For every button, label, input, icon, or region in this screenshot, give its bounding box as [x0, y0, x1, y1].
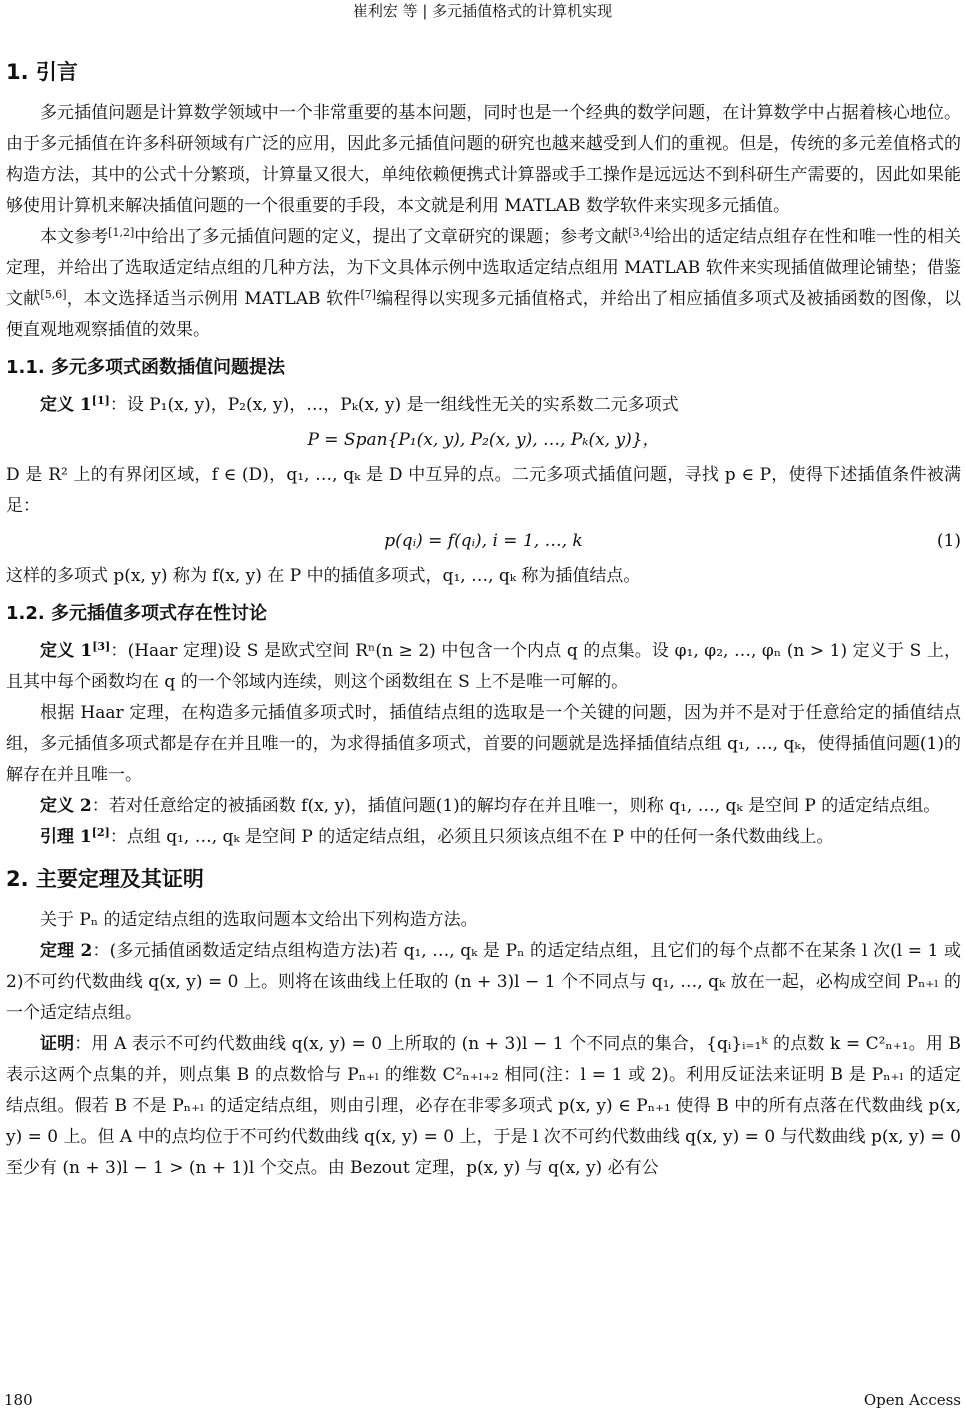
theorem-text: ：(多元插值函数适定结点组构造方法)若 q₁, …, qₖ 是 Pₙ 的适定结点组，且它们的每个点都不在某条 l 次(l = 1 或 2)不可约代数曲线 q(x, y) = 0 上。则将在该曲线上任取的 (n + 3)l − 1 个不同点与 q₁, …, qₖ 放在一起，必构成空间 Pₙ₊ₗ 的一个适定结点组。: [6, 941, 962, 1023]
intro-paragraph-2: [6, 222, 961, 346]
definition-1-continuation: D 是 R² 上的有界闭区域，f ∈ (D)，q₁, …, qₖ 是 D 中互异的点。二元多项式插值问题，寻找 p ∈ P，使得下述插值条件被满足：: [6, 465, 961, 516]
citation[interactable]: [1,2]: [108, 226, 135, 239]
lemma-text: ：点组 q₁, …, qₖ 是空间 P 的适定结点组，必须且只须该点组不在 P 中的任何一条代数曲线上。: [109, 827, 834, 847]
definition-1-conclusion: 这样的多项式 p(x, y) 称为 f(x, y) 在 P 中的插值多项式，q₁, …, qₖ 称为插值结点。: [6, 566, 641, 586]
definition-text: ：设 P₁(x, y)，P₂(x, y)，…，Pₖ(x, y) 是一组线性无关的实系数二元多项式: [109, 395, 679, 415]
formula-span: P = Span{P₁(x, y), P₂(x, y), …, Pₖ(x, y)}，: [307, 430, 660, 450]
definition-1-paragraph: [6, 390, 961, 421]
definition-label: 定义 1: [40, 395, 92, 415]
citation[interactable]: [5,6]: [40, 288, 67, 301]
definition-text: ：(Haar 定理)设 S 是欧式空间 Rⁿ(n ≥ 2) 中包含一个内点 q 的点集。设 φ₁, φ₂, …, φₙ (n > 1) 定义于 S 上，且其中每个函数均在 q 的一个邻域内连续，则这个函数组在 S 上不是唯一可解的。: [6, 641, 961, 692]
haar-discussion-paragraph: 根据 Haar 定理，在构造多元插值多项式时，插值结点组的选取是一个关键的问题，因为并不是对于任意给定的插值结点组，多元插值多项式都是存在并且唯一的，为求得插值多项式，首要的问题就是选择插值结点组 q₁, …, qₖ，使得插值问题(1)的解存在并且唯一。: [6, 703, 961, 785]
definition-text: ：若对任意给定的被插函数 f(x, y)，插值问题(1)的解均存在并且唯一，则称 q₁, …, qₖ 是空间 P 的适定结点组。: [91, 796, 941, 816]
text-run: 本文参考: [40, 227, 109, 247]
running-head: 崔利宏 等 | 多元插值格式的计算机实现: [352, 2, 613, 20]
text-run: ，本文选择适当示例用 MATLAB 软件: [66, 289, 361, 309]
proof-paragraph: [6, 1029, 961, 1184]
citation[interactable]: [3,4]: [628, 226, 655, 239]
section-1-title: 1. 引言: [6, 60, 78, 84]
equation-number: (1): [936, 531, 961, 551]
text-run: 给出的适定结点组存在性和唯一性的相关定理，并给出了选取适定结点组的几种方法，为下文具体示例中选取适定结点组用 MATLAB 软件来实现插值做理论铺垫；借鉴文献: [6, 227, 962, 309]
citation[interactable]: [1]: [91, 394, 110, 407]
formula-1-body: p(qᵢ) = f(qᵢ), i = 1, …, k: [384, 531, 583, 551]
theorem-label: 定理 2: [40, 941, 93, 961]
definition-2-paragraph: [6, 791, 961, 822]
lemma-1-paragraph: [6, 822, 961, 853]
text-run: 编程得以实现多元插值格式，并给出了相应插值多项式及被插函数的图像，以便直观地观察插值的效果。: [6, 289, 961, 340]
citation[interactable]: [3]: [92, 640, 111, 653]
theorem-2-paragraph: [6, 936, 961, 1029]
page-content: [6, 52, 961, 1184]
section-2-title: 2. 主要定理及其证明: [6, 867, 204, 891]
citation[interactable]: [7]: [360, 288, 377, 301]
haar-definition-paragraph: [6, 636, 961, 698]
proof-label: 证明: [40, 1034, 75, 1054]
formula-1: [6, 526, 961, 557]
journal-name: Open Access: [863, 1391, 961, 1409]
citation[interactable]: [2]: [91, 826, 110, 839]
section-2-intro: 关于 Pₙ 的适定结点组的选取问题本文给出下列构造方法。: [40, 910, 478, 930]
definition-label: 定义 1: [40, 641, 93, 661]
intro-paragraph-1: 多元插值问题是计算数学领域中一个非常重要的基本问题，同时也是一个经典的数学问题，在计算数学中占据着核心地位。由于多元插值在许多科研领域有广泛的应用，因此多元插值问题的研究也越来越受到人们的重视。但是，传统的多元差值格式的构造方法，其中的公式十分繁琐，计算量又很大，单纯依赖便携式计算器或手工操作是远远达不到科研生产需要的，因此如果能够使用计算机来解决插值问题的一个很重要的手段，本文就是利用 MATLAB 数学软件来实现多元插值。: [6, 103, 961, 216]
proof-text: ：用 A 表示不可约代数曲线 q(x, y) = 0 上所取的 (n + 3)l − 1 个不同点的集合，{qᵢ}ᵢ₌₁ᵏ 的点数 k = C²ₙ₊₁。用 B 表示这两个点集的并，则点集 B 的点数恰与 Pₙ₊ₗ 的维数 C²ₙ₊ₗ₊₂ 相同(注：l = 1 或 2)。利用反证法来证明 B 是 Pₙ₊ₗ 的适定结点组。假若 B 不是 Pₙ₊ₗ 的适定结点组，则由引理，必存在非零多项式 p(x, y) ∈ Pₙ₊₁ 使得 B 中的所有点落在代数曲线 p(x, y) = 0 上。但 A 中的点均位于不可约代数曲线 q(x, y) = 0 上，于是 l 次不可约代数曲线 q(x, y) = 0 与代数曲线 p(x, y) = 0 至少有 (n + 3)l − 1 > (n + 1)l 个交点。由 Bezout 定理，p(x, y) 与 q(x, y) 必有公: [6, 1034, 962, 1178]
text-run: 中给出了多元插值问题的定义，提出了文章研究的课题；参考文献: [134, 227, 629, 247]
definition-label: 定义 2: [40, 796, 92, 816]
section-1-2-title: 1.2. 多元插值多项式存在性讨论: [6, 603, 267, 624]
section-1-1-title: 1.1. 多元多项式函数插值问题提法: [6, 357, 285, 378]
lemma-label: 引理 1: [40, 827, 92, 847]
page-number: 180: [4, 1391, 33, 1409]
